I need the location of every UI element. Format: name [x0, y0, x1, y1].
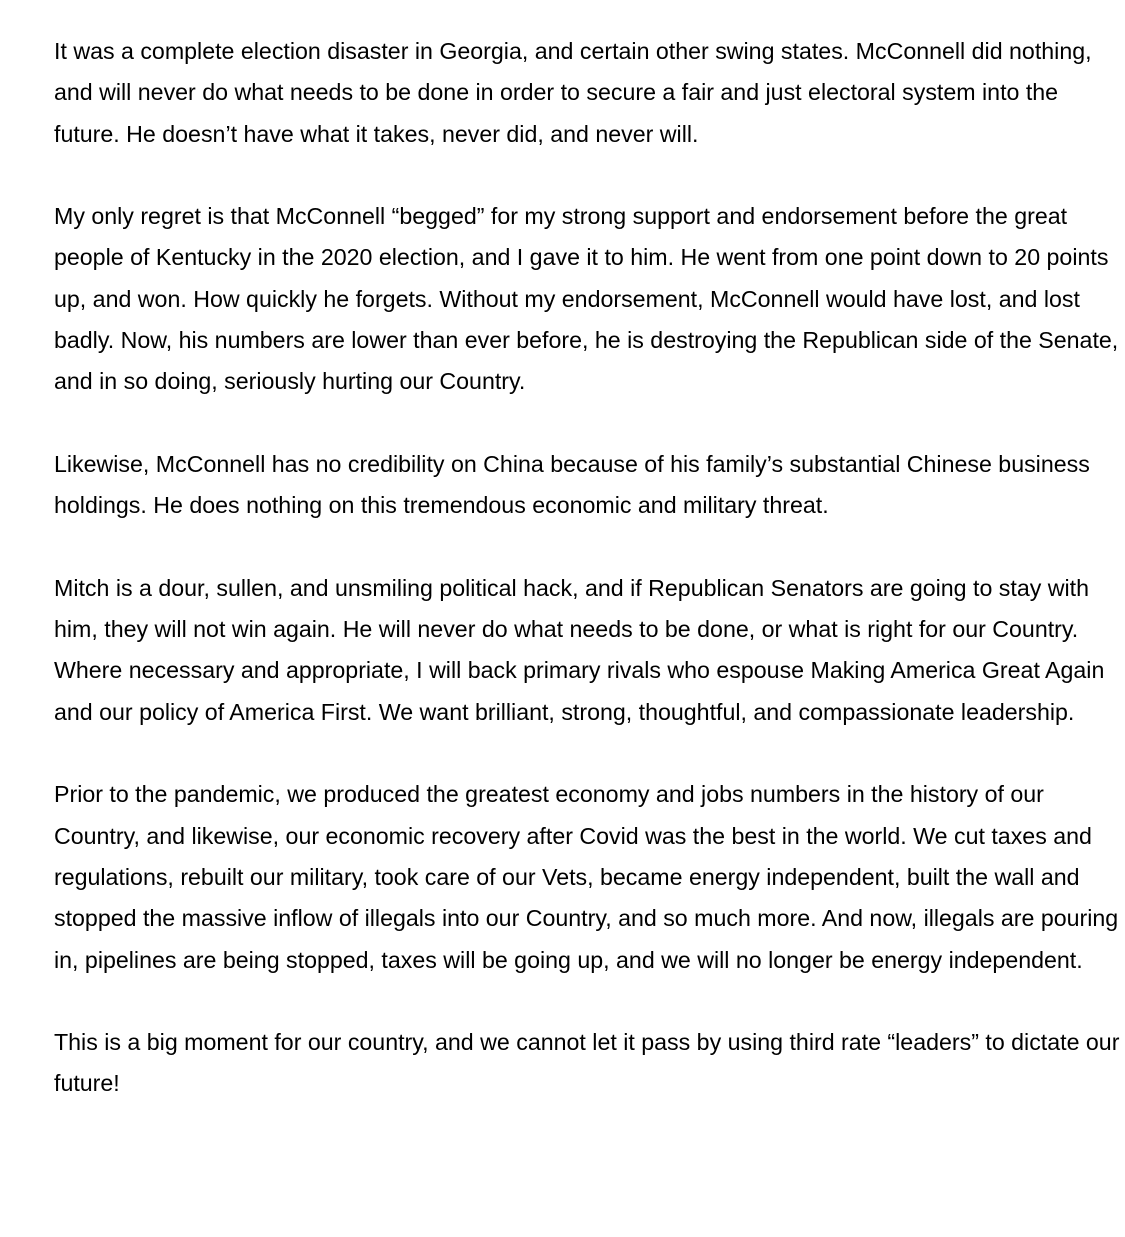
- paragraph-china-credibility: Likewise, McConnell has no credibility on China because of his family’s substantial Chinese business holdings. He does nothing on this tremendous economic and military threat.: [54, 450, 1090, 519]
- paragraph-leadership: Mitch is a dour, sullen, and unsmiling political hack, and if Republican Senators are going to stay with him, they will not win again. He will never do what needs to be done, or what is right for our Country. Where necessary and appropriate, I will back primary rivals who espouse Making America Great Again and our policy of America First. We want brilliant, strong, thoughtful, and compassionate leadership.: [54, 574, 1105, 725]
- paragraph-kentucky-endorsement: My only regret is that McConnell “begged” for my strong support and endorsement before the great people of Kentucky in the 2020 election, and I gave it to him. He went from one point down to 20 points up, and won. How quickly he forgets. Without my endorsement, McConnell would have lost, and lost badly. Now, his numbers are lower than ever before, he is destroying the Republican side of the Senate, and in so doing, seriously hurting our Country.: [54, 203, 1119, 395]
- paragraph-economy: Prior to the pandemic, we produced the greatest economy and jobs numbers in the history of our Country, and likewise, our economic recovery after Covid was the best in the world. We cut taxes and regulations, rebuilt our military, took care of our Vets, became energy independent, built the wall and stopped the massive inflow of illegals into our Country, and so much more. And now, illegals are pouring in, pipelines are being stopped, taxes will be going up, and we will no longer be energy independent.: [54, 781, 1119, 973]
- paragraph-closing: This is a big moment for our country, and we cannot let it pass by using third rate “leaders” to dictate our future!: [54, 1029, 1120, 1097]
- statement-document: [54, 31, 1120, 1105]
- paragraph-georgia-election: It was a complete election disaster in Georgia, and certain other swing states. McConnell did nothing, and will never do what needs to be done in order to secure a fair and just electoral system into the future. He doesn’t have what it takes, never did, and never will.: [54, 38, 1092, 147]
